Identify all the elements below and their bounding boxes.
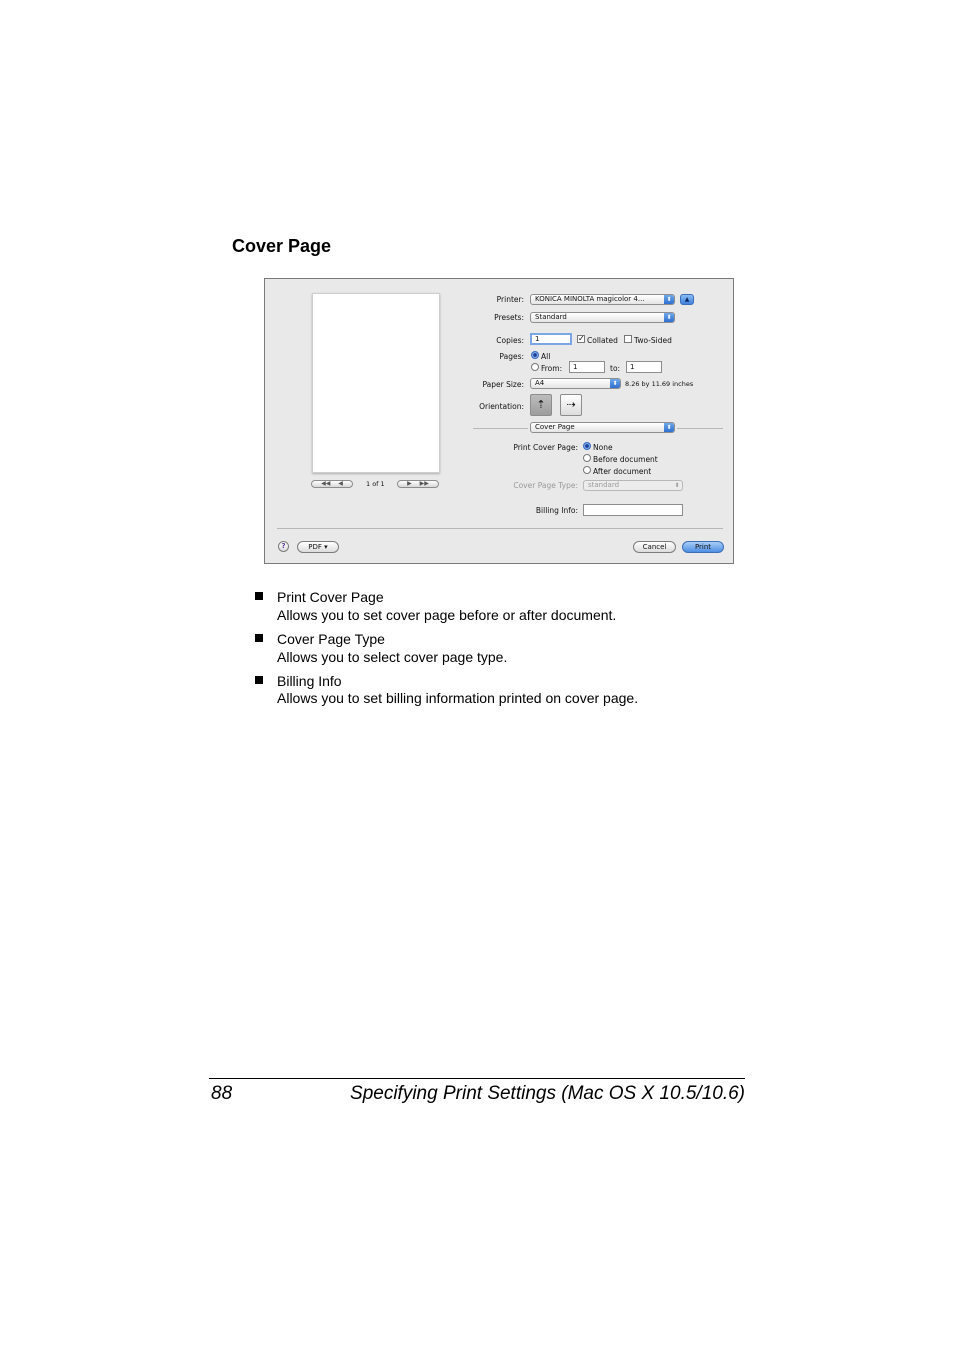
pages-from-label: From: — [541, 364, 563, 373]
pages-label: Pages: — [499, 352, 524, 361]
popup-arrow-icon: ⬍ — [674, 482, 680, 489]
cover-page-type-popup[interactable] — [583, 480, 683, 491]
popup-arrow-icon: ⬍ — [664, 423, 674, 432]
cover-page-type-value: standard — [588, 481, 620, 489]
printer-value: KONICA MINOLTA magicolor 4... — [535, 295, 645, 303]
preview-forward-buttons[interactable] — [397, 480, 439, 488]
copies-label: Copies: — [496, 336, 524, 345]
cancel-button[interactable]: Cancel — [633, 541, 676, 553]
pages-all-radio[interactable] — [531, 351, 539, 359]
page-number: 88 — [211, 1083, 233, 1104]
landscape-orientation-button[interactable] — [560, 394, 582, 416]
page-preview — [312, 293, 440, 473]
print-button[interactable]: Print — [682, 541, 724, 553]
bullet-description: Allows you to select cover page type. — [277, 649, 508, 665]
paper-size-dims: 8.26 by 11.69 inches — [625, 380, 694, 388]
print-cover-page-label: Print Cover Page: — [513, 443, 578, 452]
bullet-title: Billing Info — [277, 673, 342, 689]
portrait-orientation-button[interactable] — [530, 394, 552, 416]
landscape-icon: ⇢ — [566, 398, 576, 411]
cover-after-radio[interactable] — [583, 466, 591, 474]
bullet-description: Allows you to set cover page before or after document. — [277, 607, 617, 623]
last-page-icon[interactable]: ▶▶ — [419, 480, 429, 487]
pdf-button[interactable]: PDF ▾ — [297, 541, 339, 553]
billing-info-label: Billing Info: — [535, 506, 578, 515]
pages-to-field[interactable]: 1 — [626, 361, 662, 373]
portrait-icon: ⇡ — [536, 398, 546, 411]
bullet-icon — [255, 634, 263, 642]
preview-page-count: 1 of 1 — [366, 480, 385, 488]
next-page-icon[interactable]: ▶ — [407, 480, 412, 487]
cover-before-radio[interactable] — [583, 454, 591, 462]
bullet-title: Cover Page Type — [277, 631, 385, 647]
popup-arrow-icon: ⬍ — [664, 295, 674, 304]
disclosure-toggle-button[interactable]: ▲ — [680, 294, 694, 305]
cover-option-label: Before document — [593, 455, 658, 464]
popup-arrow-icon: ⬍ — [664, 313, 674, 322]
paper-size-value: A4 — [535, 379, 545, 387]
print-dialog — [264, 278, 734, 564]
footer-rule — [209, 1078, 745, 1079]
pages-from-field[interactable]: 1 — [569, 361, 605, 373]
cover-page-type-label: Cover Page Type: — [513, 481, 578, 490]
divider-right — [677, 428, 723, 429]
bullet-icon — [255, 676, 263, 684]
collated-checkbox[interactable]: ✓ — [578, 334, 585, 343]
panel-value: Cover Page — [535, 423, 575, 431]
popup-arrow-icon: ⬍ — [610, 379, 620, 388]
pages-all-label: All — [541, 352, 551, 361]
paper-size-label: Paper Size: — [482, 380, 524, 389]
pages-to-label: to: — [610, 364, 621, 373]
copies-field[interactable]: 1 — [530, 333, 572, 345]
pages-from-radio[interactable] — [531, 363, 539, 371]
billing-info-field[interactable] — [583, 504, 683, 516]
prev-page-icon[interactable]: ◀ — [338, 480, 343, 487]
cover-option-label: After document — [593, 467, 652, 476]
printer-label: Printer: — [496, 295, 524, 304]
footer-title: Specifying Print Settings (Mac OS X 10.5/10.6) — [350, 1083, 745, 1104]
section-heading: Cover Page — [232, 236, 332, 256]
bullet-description: Allows you to set billing information printed on cover page. — [277, 690, 639, 706]
two-sided-label: Two-Sided — [634, 336, 672, 345]
presets-popup[interactable] — [530, 312, 675, 323]
help-icon[interactable]: ? — [278, 541, 289, 552]
printer-popup[interactable] — [530, 294, 675, 305]
cover-none-radio[interactable] — [583, 442, 591, 450]
paper-size-popup[interactable] — [530, 378, 621, 389]
presets-label: Presets: — [494, 313, 524, 322]
cover-option-label: None — [593, 443, 613, 452]
orientation-label: Orientation: — [479, 402, 524, 411]
panel-popup[interactable] — [530, 422, 675, 433]
bottom-divider — [277, 528, 723, 529]
first-page-icon[interactable]: ◀◀ — [321, 480, 331, 487]
bullet-title: Print Cover Page — [277, 589, 384, 605]
presets-value: Standard — [535, 313, 567, 321]
bullet-icon — [255, 592, 263, 600]
preview-back-buttons[interactable] — [311, 480, 353, 488]
divider-left — [473, 428, 528, 429]
two-sided-checkbox[interactable] — [624, 335, 632, 343]
collated-label: Collated — [587, 336, 618, 345]
